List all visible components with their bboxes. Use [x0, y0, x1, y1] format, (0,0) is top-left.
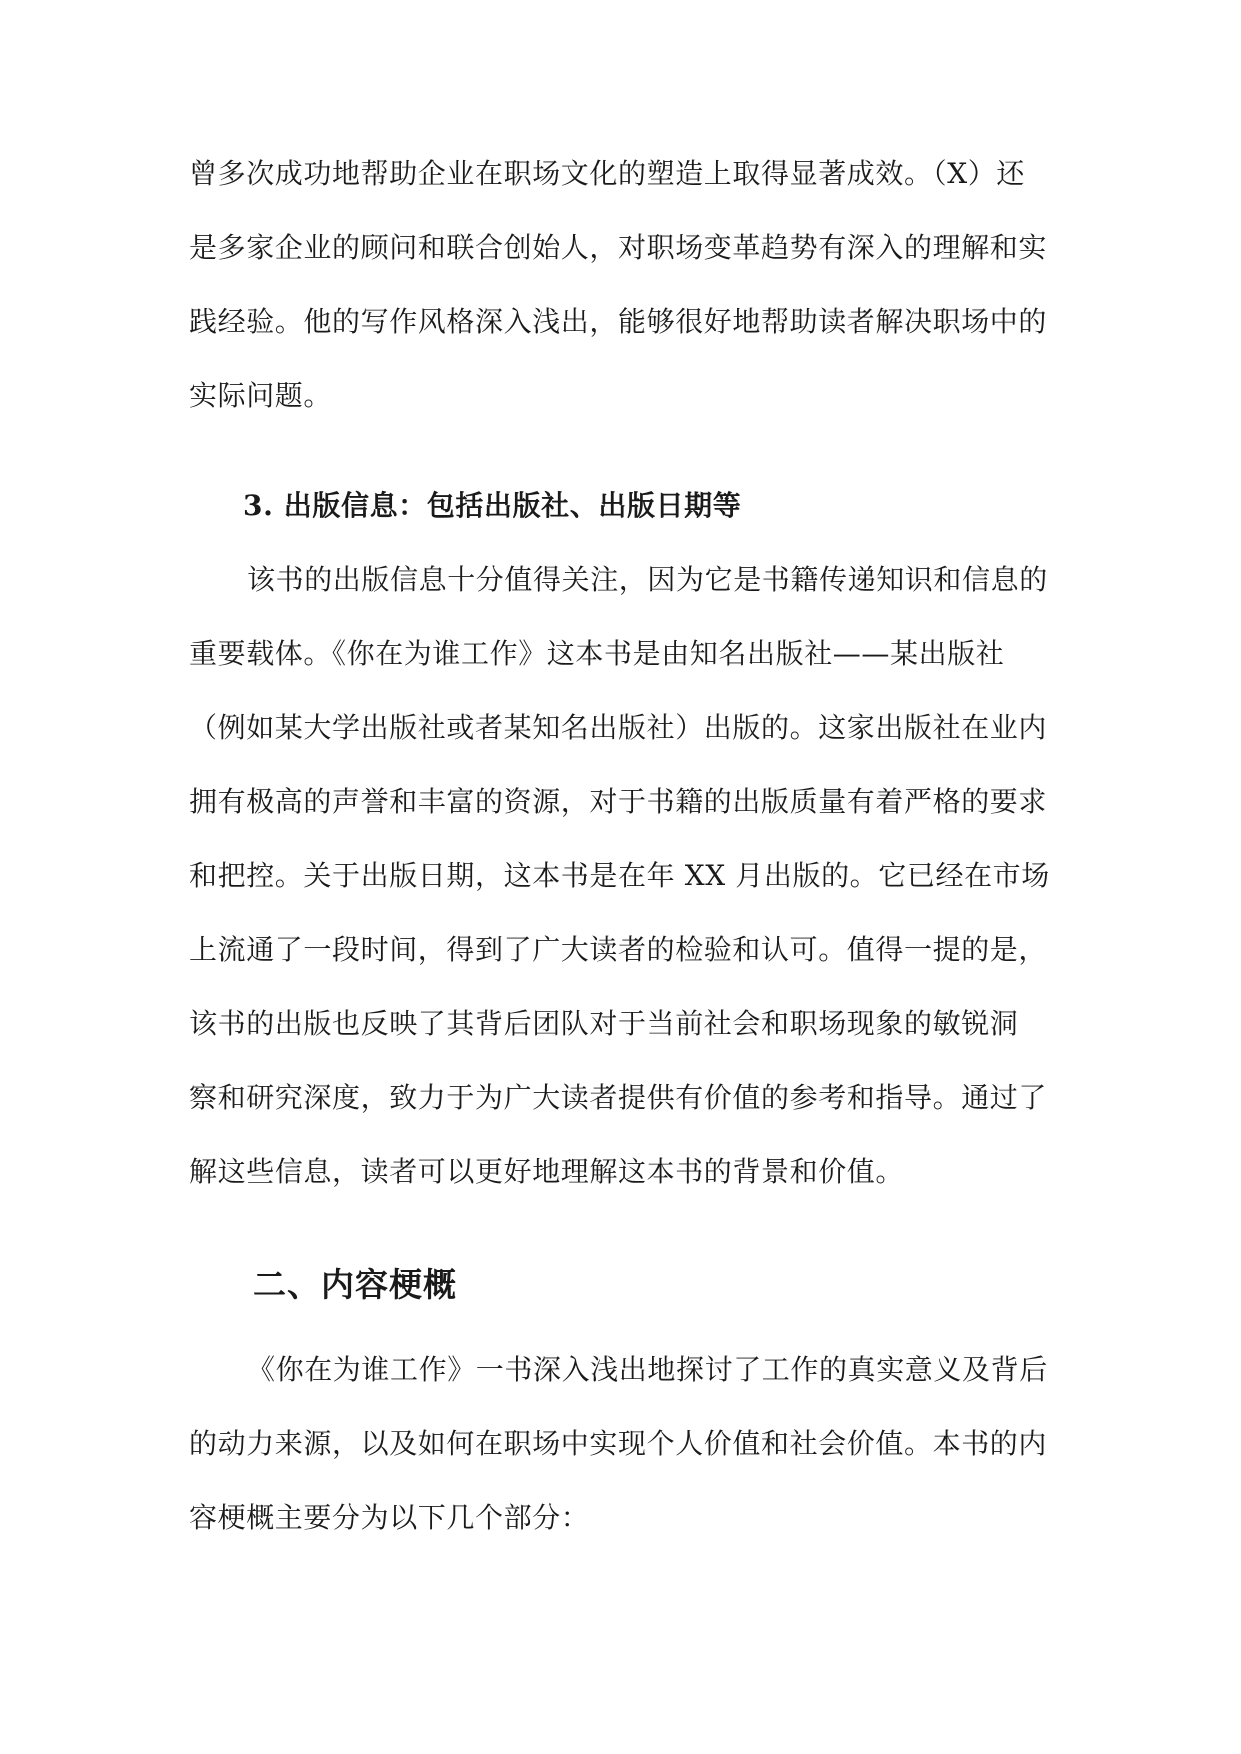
paragraph-line: 该书的出版也反映了其背后团队对于当前社会和职场现象的敏锐洞 [189, 1007, 1019, 1040]
paragraph-line: 拥有极高的声誉和丰富的资源，对于书籍的出版质量有着严格的要求 [189, 785, 1048, 818]
subsection-heading: 3. 出版信息：包括出版社、出版日期等 [243, 489, 742, 522]
paragraph-line: 察和研究深度，致力于为广大读者提供有价值的参考和指导。通过了 [189, 1081, 1048, 1114]
paragraph-line: 和把控。关于出版日期，这本书是在年 XX 月出版的。它已经在市场 [189, 859, 1050, 892]
paragraph-line: （例如某大学出版社或者某知名出版社）出版的。这家出版社在业内 [189, 711, 1048, 744]
paragraph-line: 上流通了一段时间，得到了广大读者的检验和认可。值得一提的是， [189, 933, 1048, 966]
paragraph-line: 重要载体。《你在为谁工作》这本书是由知名出版社——某出版社 [189, 637, 1005, 670]
paragraph-line: 曾多次成功地帮助企业在职场文化的塑造上取得显著成效。（X）还 [189, 157, 1025, 190]
paragraph-line: 解这些信息，读者可以更好地理解这本书的背景和价值。 [189, 1155, 905, 1188]
paragraph-line: 的动力来源，以及如何在职场中实现个人价值和社会价值。本书的内 [189, 1427, 1048, 1460]
paragraph-line: 是多家企业的顾问和联合创始人，对职场变革趋势有深入的理解和实 [189, 231, 1048, 264]
paragraph-line: 实际问题。 [189, 379, 333, 412]
paragraph-line: 践经验。他的写作风格深入浅出，能够很好地帮助读者解决职场中的 [189, 305, 1048, 338]
paragraph-line: 容梗概主要分为以下几个部分： [189, 1501, 590, 1534]
paragraph-line: 《你在为谁工作》一书深入浅出地探讨了工作的真实意义及背后 [247, 1353, 1048, 1386]
section-heading: 二、内容梗概 [253, 1265, 457, 1304]
paragraph-line: 该书的出版信息十分值得关注，因为它是书籍传递知识和信息的 [247, 563, 1048, 596]
